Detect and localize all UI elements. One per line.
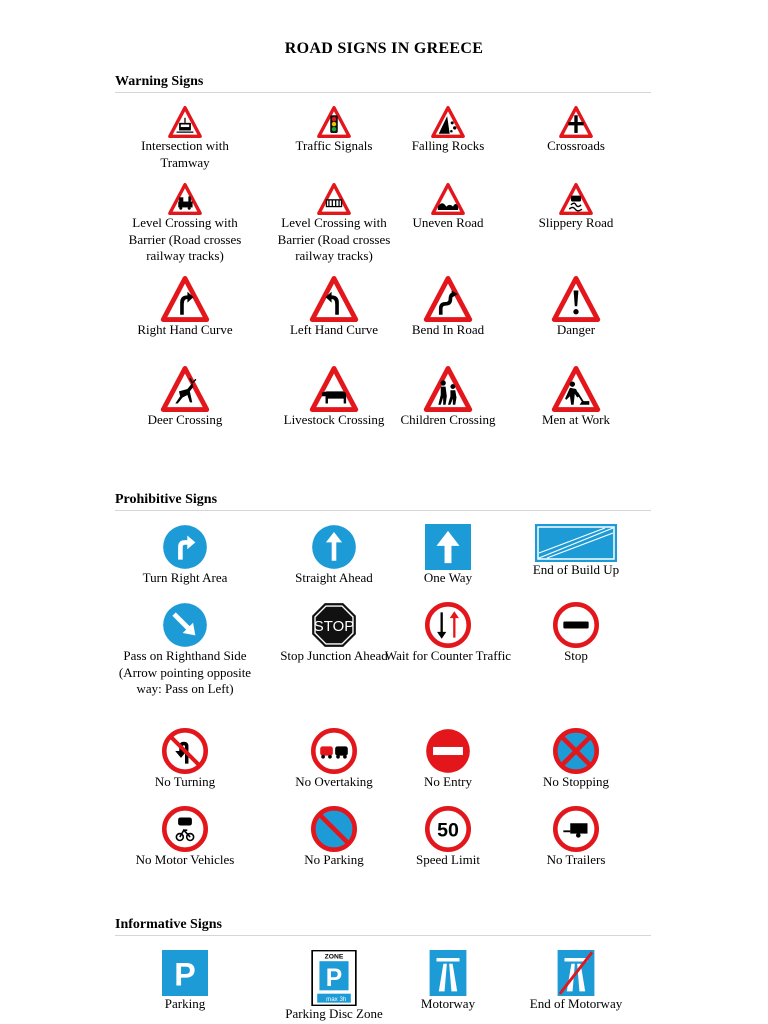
sign-intersection-tramway: [115, 106, 255, 171]
sign-label: No Turning: [154, 774, 216, 789]
sign-stop: [506, 602, 646, 665]
no-trailers-icon: [553, 806, 599, 852]
sign-label: No Stopping: [542, 774, 610, 789]
section-heading-prohibitive: Prohibitive Signs: [115, 492, 651, 511]
no-turning-icon: [162, 728, 208, 774]
sign-no-motor-vehicles: [115, 806, 255, 869]
sign-label: No Overtaking: [295, 774, 373, 789]
no-motor-vehicles-icon: [162, 806, 208, 852]
sign-label: Motorway: [420, 996, 476, 1011]
pass-right-icon: [162, 602, 208, 648]
sign-uneven-road: [378, 183, 518, 232]
sign-label: Speed Limit: [416, 852, 480, 867]
sign-label: Uneven Road: [412, 215, 484, 230]
sign-label: Pass on Righthand Side (Arrow pointing opposite way: Pass on Left): [118, 648, 252, 696]
straight-ahead-icon: [311, 524, 357, 570]
sign-motorway: [378, 950, 518, 1013]
level-crossing-barrier-icon: [316, 183, 352, 215]
sign-label: Turn Right Area: [142, 570, 228, 585]
sign-bend-in-road: [378, 276, 518, 339]
no-stopping-icon: [553, 728, 599, 774]
sign-no-trailers: [506, 806, 646, 869]
no-parking-icon: [311, 806, 357, 852]
tramway-warning-icon: [167, 106, 203, 138]
sign-children-crossing: [378, 366, 518, 429]
sign-label: Bend In Road: [411, 322, 485, 337]
right-curve-warning-icon: [160, 276, 210, 322]
sign-label: Danger: [556, 322, 596, 337]
uneven-road-warning-icon: [430, 183, 466, 215]
stop-sign-text: STOP: [313, 617, 355, 635]
sign-right-curve: [115, 276, 255, 339]
sign-pass-righthand-side: [115, 602, 255, 698]
children-crossing-icon: [423, 366, 473, 412]
sign-wait-counter-traffic: [378, 602, 518, 665]
sign-no-turning: [115, 728, 255, 791]
sign-label: Falling Rocks: [411, 138, 485, 153]
stop-sign-icon: [311, 602, 357, 648]
page-title: ROAD SIGNS IN GREECE: [284, 40, 484, 57]
sign-label: No Motor Vehicles: [135, 852, 235, 867]
level-crossing-train-icon: [167, 183, 203, 215]
sign-no-entry: [378, 728, 518, 791]
sign-label: No Parking: [304, 852, 364, 867]
end-motorway-icon: [557, 950, 595, 996]
no-overtaking-icon: [311, 728, 357, 774]
sign-speed-limit: [378, 806, 518, 869]
deer-crossing-icon: [160, 366, 210, 412]
section-heading-warning: Warning Signs: [115, 74, 651, 93]
sign-falling-rocks: [378, 106, 518, 155]
sign-label: End of Build Up: [532, 562, 620, 577]
sign-label: No Entry: [423, 774, 473, 789]
parking-letter: P: [325, 964, 343, 992]
sign-label: Left Hand Curve: [289, 322, 379, 337]
danger-warning-icon: [551, 276, 601, 322]
left-curve-warning-icon: [309, 276, 359, 322]
sign-end-build-up: [506, 524, 646, 579]
falling-rocks-warning-icon: [430, 106, 466, 138]
sign-label: Parking: [164, 996, 206, 1011]
sign-label: One Way: [423, 570, 473, 585]
sign-one-way: [378, 524, 518, 587]
sign-label: Stop Junction Ahead: [280, 648, 388, 663]
parking-letter: P: [174, 956, 196, 993]
slippery-road-warning-icon: [558, 183, 594, 215]
sign-label: Traffic Signals: [295, 138, 373, 153]
sign-label: End of Motorway: [529, 996, 623, 1011]
sign-label: Stop: [564, 648, 588, 663]
counter-traffic-icon: [425, 602, 471, 648]
sign-label: Deer Crossing: [147, 412, 223, 427]
sign-label: Men at Work: [541, 412, 611, 427]
end-build-up-icon: [535, 524, 617, 562]
sign-label: Wait for Counter Traffic: [384, 648, 512, 663]
sign-label: Livestock Crossing: [283, 412, 385, 427]
sign-label: No Trailers: [546, 852, 606, 867]
sign-label: Level Crossing with Barrier (Road crosses railway tracks): [277, 215, 391, 263]
sign-level-crossing-1: [115, 183, 255, 265]
sign-label: Parking Disc Zone: [285, 1006, 383, 1021]
parking-disc-zone-icon: [311, 950, 357, 1006]
sign-label: Children Crossing: [400, 412, 496, 427]
men-at-work-icon: [551, 366, 601, 412]
stop-bar-icon: [553, 602, 599, 648]
livestock-crossing-icon: [309, 366, 359, 412]
one-way-icon: [425, 524, 471, 570]
sign-turn-right-area: [115, 524, 255, 587]
sign-danger: [506, 276, 646, 339]
sign-crossroads: [506, 106, 646, 155]
zone-text: ZONE: [324, 953, 344, 961]
turn-right-icon: [162, 524, 208, 570]
section-heading-informative: Informative Signs: [115, 917, 651, 936]
bend-warning-icon: [423, 276, 473, 322]
sign-label: Level Crossing with Barrier (Road crosses railway tracks): [128, 215, 242, 263]
sign-men-at-work: [506, 366, 646, 429]
sign-label: Right Hand Curve: [137, 322, 233, 337]
sign-no-stopping: [506, 728, 646, 791]
sign-label: Intersection with Tramway: [141, 138, 229, 170]
traffic-signals-warning-icon: [316, 106, 352, 138]
motorway-icon: [429, 950, 467, 996]
max-time-text: max 3h: [326, 995, 347, 1003]
speed-limit-text: 50: [437, 819, 459, 842]
sign-label: Crossroads: [547, 138, 605, 153]
sign-parking: [115, 950, 255, 1013]
crossroads-warning-icon: [558, 106, 594, 138]
sign-deer-crossing: [115, 366, 255, 429]
speed-limit-icon: [425, 806, 471, 852]
sign-end-motorway: [506, 950, 646, 1013]
sign-label: Straight Ahead: [295, 570, 373, 585]
sign-slippery-road: [506, 183, 646, 232]
parking-icon: [162, 950, 208, 996]
no-entry-icon: [425, 728, 471, 774]
sign-label: Slippery Road: [538, 215, 614, 230]
